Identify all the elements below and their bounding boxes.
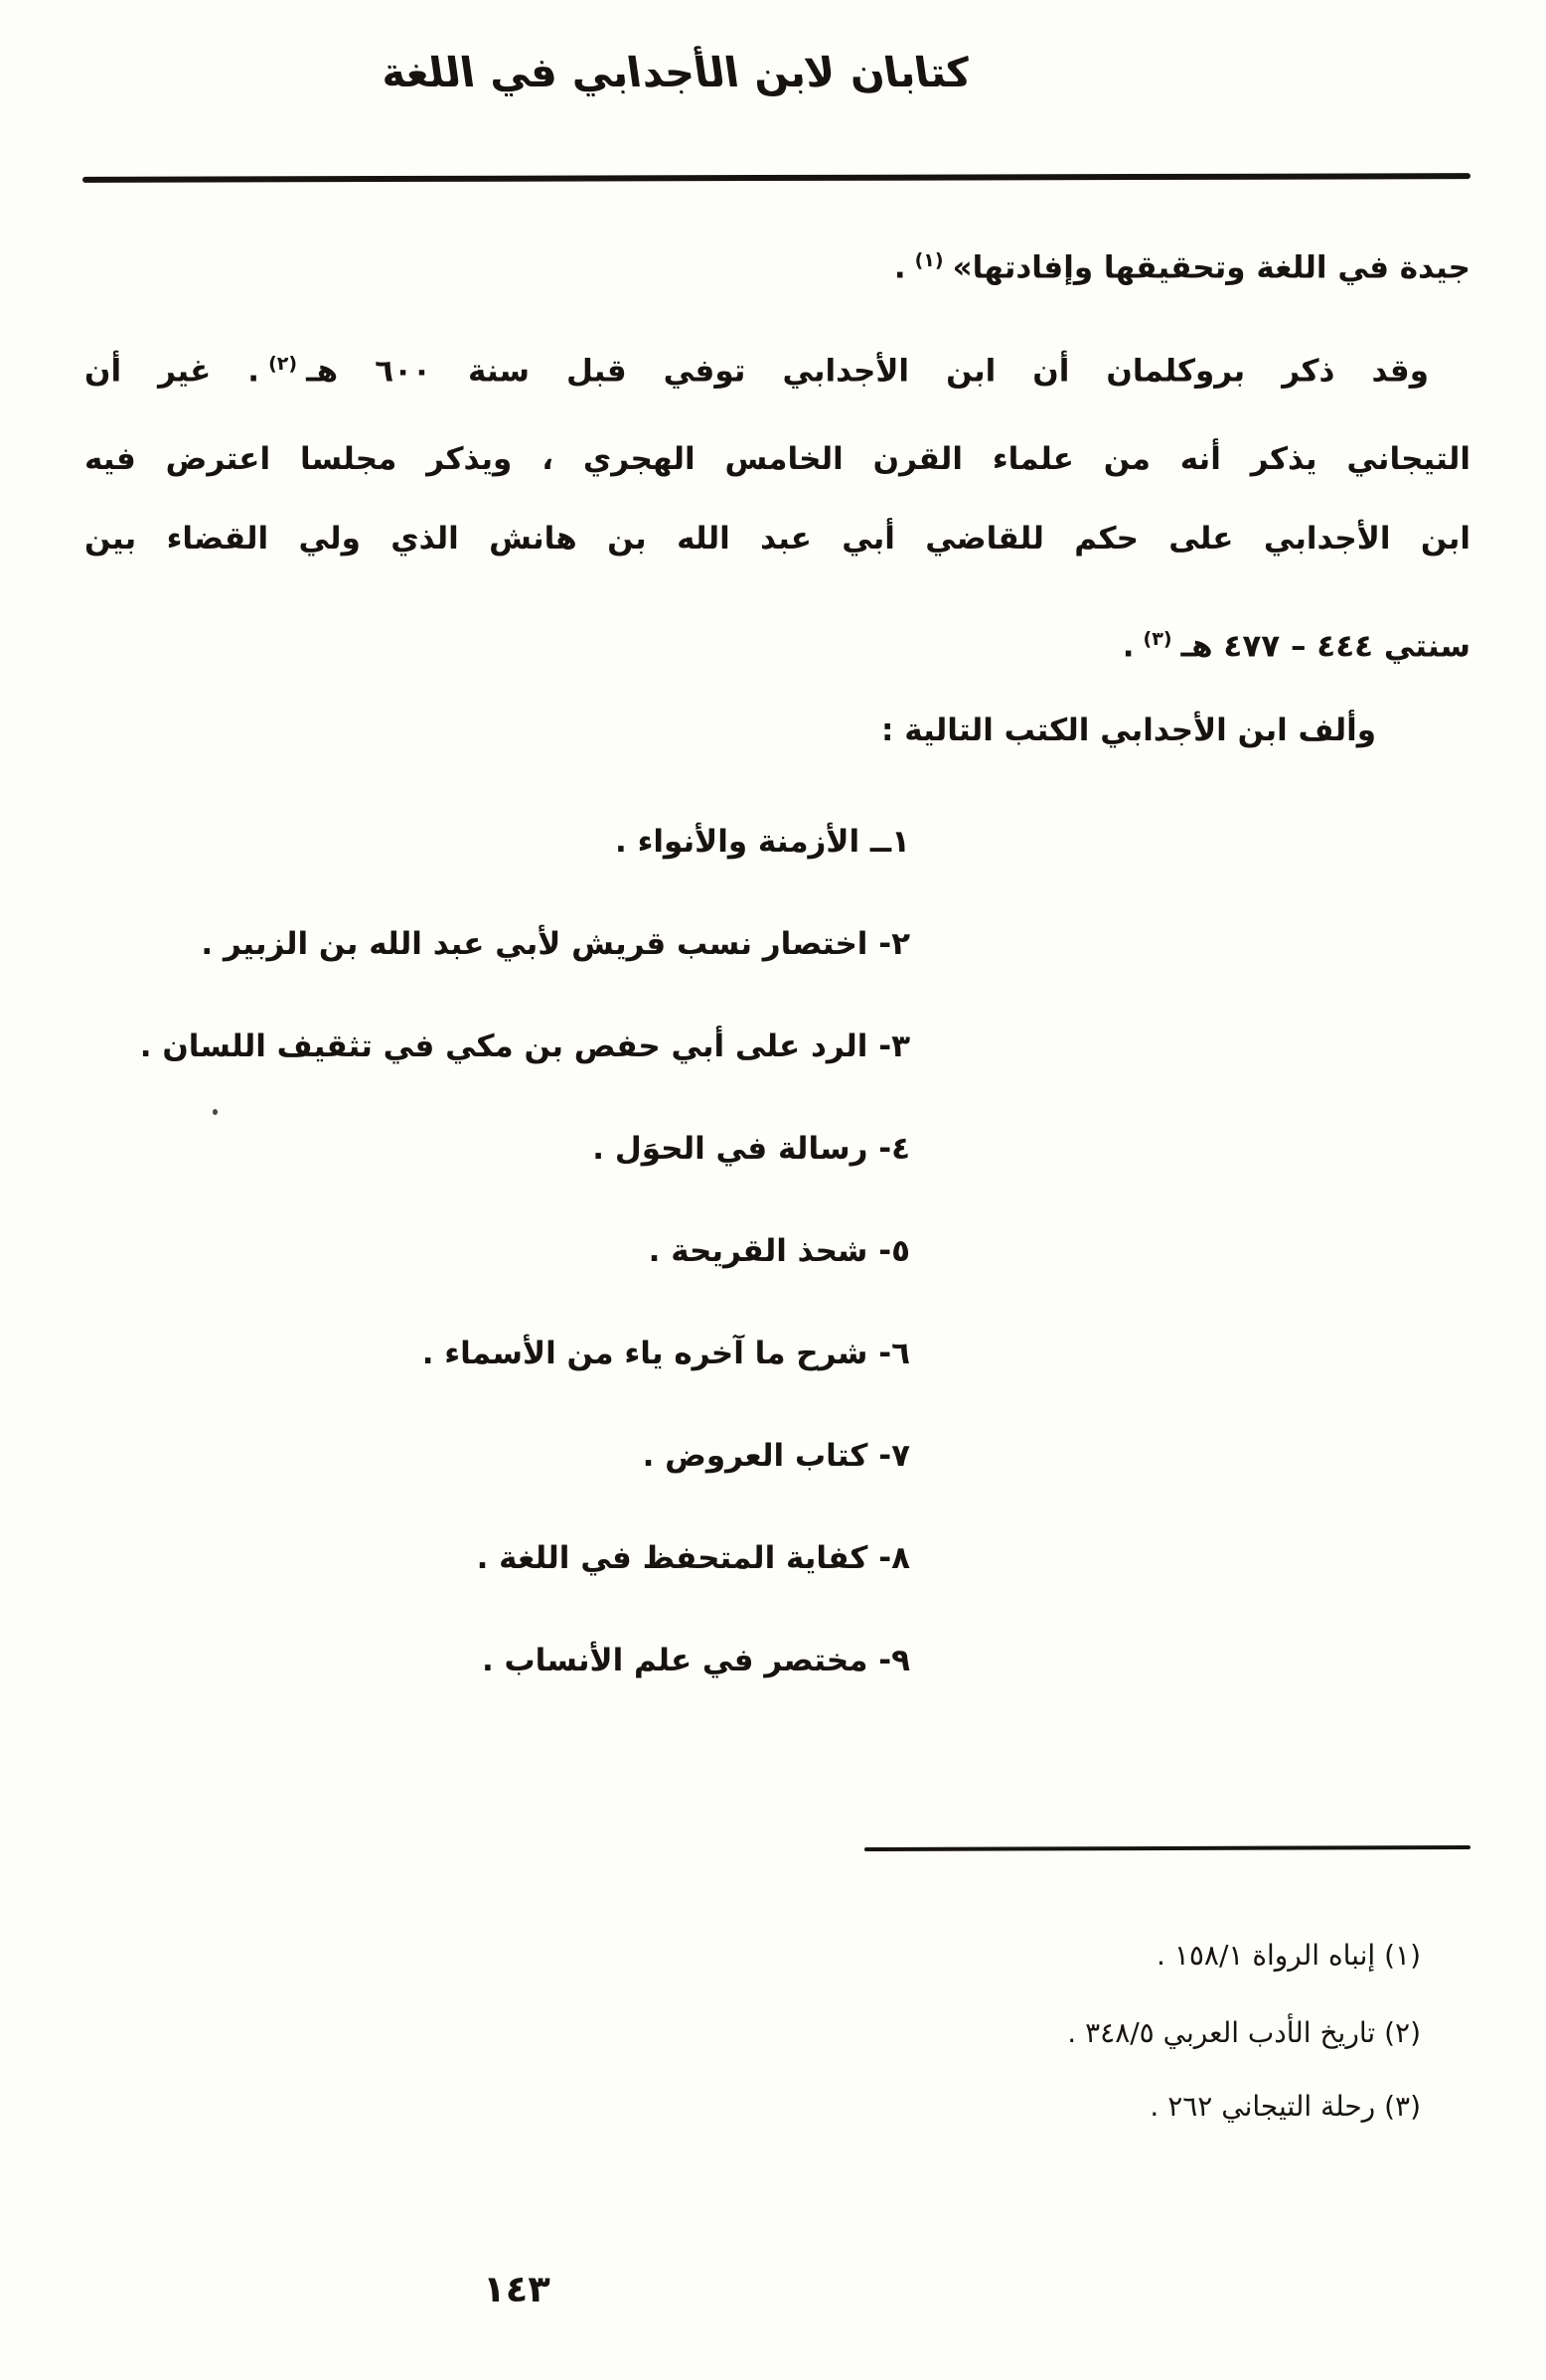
book-list-item-3: ٣- الرد على أبي حفص بن مكي في تثقيف اللسان . (139, 1029, 910, 1064)
book-list-item-6: ٦- شرح ما آخره ياء من الأسماء . (421, 1336, 910, 1371)
paragraph-line-3: ابن الأجدابي على حكم للقاضي أبي عبد الله بن هانش الذي ولي القضاء بين (84, 521, 1470, 556)
footnote-2: (٢) تاريخ الأدب العربي ٣٤٨/٥ . (1067, 2016, 1421, 2049)
page-header-title: كتابان لابن الأجدابي في اللغة (378, 49, 974, 96)
page-number: ١٤٣ (483, 2268, 550, 2310)
paragraph-text: وقد ذكر بروكلمان أن ابن الأجدابي توفي قبل سنة ٦٠٠ هـ (306, 353, 1429, 390)
footnote-ref-3: (٣) (1143, 628, 1172, 650)
book-list-item-4: ٤- رسالة في الحوَل . (592, 1131, 910, 1167)
quote-ending-line (84, 229, 1470, 299)
footnote-ref-2: (٢) (268, 353, 298, 375)
book-list-item-1: ١ــ الأزمنة والأنواء . (615, 824, 910, 860)
years-period: . (1122, 628, 1135, 665)
paragraph-line-1 (84, 332, 1470, 402)
book-list-item-5: ٥- شحذ القريحة . (648, 1233, 910, 1269)
book-list-item-7: ٧- كتاب العروض . (642, 1438, 910, 1474)
footnote-separator (864, 1845, 1470, 1851)
quote-period: . (893, 249, 906, 286)
paragraph-line-4 (84, 607, 1470, 678)
book-list-intro: وألف ابن الأجدابي الكتب التالية : (881, 713, 1376, 748)
years-text: سنتي ٤٤٤ – ٤٧٧ هـ (1180, 628, 1470, 665)
footnote-3: (٣) رحلة التيجاني ٢٦٢ . (1150, 2090, 1421, 2123)
footnote-ref-1: (١) (914, 249, 944, 271)
header-rule (82, 173, 1470, 183)
footnote-1: (١) إنباه الرواة ١٥٨/١ . (1157, 1939, 1421, 1972)
paragraph-text-after: . غير أن (84, 353, 260, 390)
scan-speck (213, 1109, 218, 1115)
paragraph-line-2: التيجاني يذكر أنه من علماء القرن الخامس الهجري ، ويذكر مجلسا اعترض فيه (84, 441, 1470, 477)
book-list-item-9: ٩- مختصر في علم الأنساب . (481, 1643, 910, 1678)
book-list-item-2: ٢- اختصار نسب قريش لأبي عبد الله بن الزبير . (201, 926, 910, 962)
quote-text: جيدة في اللغة وتحقيقها وإفادتها» (952, 249, 1470, 286)
book-list-item-8: ٨- كفاية المتحفظ في اللغة . (476, 1540, 910, 1576)
